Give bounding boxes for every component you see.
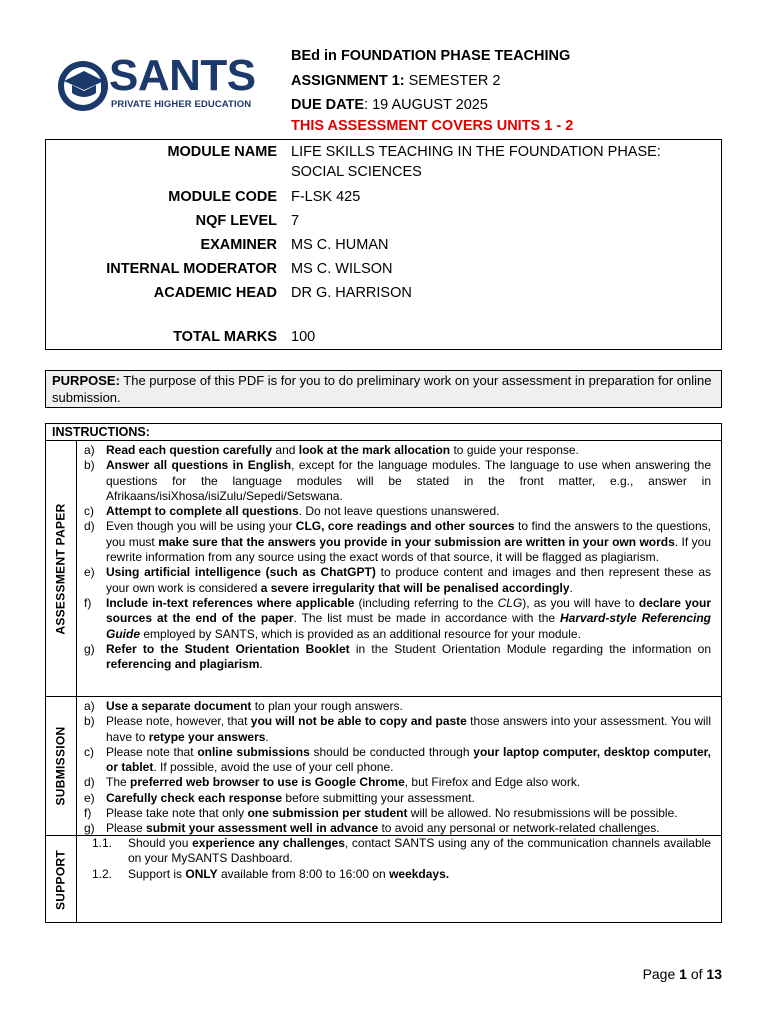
item-text: you will not be able to copy and paste xyxy=(250,714,467,729)
item-text: , contact SANTS using any of the communication channels available on your MySANTS Dashboard. xyxy=(128,836,711,866)
item-text: your laptop computer, desktop computer, or tablet xyxy=(106,744,711,775)
sants-logo xyxy=(56,51,268,115)
instruction-item xyxy=(84,504,711,519)
instruction-item xyxy=(84,699,711,714)
nqf-level-value: 7 xyxy=(291,213,300,229)
academic-head-label: ACADEMIC HEAD xyxy=(153,285,277,301)
section-submission xyxy=(46,697,721,836)
logo-tagline: PRIVATE HIGHER EDUCATION xyxy=(111,99,252,110)
item-text: . If possible, avoid the use of your cell phone. xyxy=(153,760,394,775)
programme-title: BEd in FOUNDATION PHASE TEACHING xyxy=(291,48,571,64)
item-text: . xyxy=(265,729,269,744)
module-code-value: F-LSK 425 xyxy=(291,189,361,205)
item-text: online submissions xyxy=(197,744,310,759)
instructions-heading: INSTRUCTIONS: xyxy=(46,424,721,441)
item-text: Please take note that only xyxy=(106,806,248,821)
due-date-line: DUE DATE: 19 AUGUST 2025 xyxy=(291,97,488,113)
item-text: to guide your response. xyxy=(450,443,579,457)
item-text: . If you rewrite information from any source using the exact words of that source, it will be flagged as plagiarism. xyxy=(106,534,711,565)
instructions-table xyxy=(45,423,722,923)
item-text: CLG, core readings and other sources xyxy=(295,519,515,534)
item-text: (including referring to the xyxy=(354,595,498,610)
section-title: SUBMISSION xyxy=(53,726,68,806)
item-text: to plan your rough answers. xyxy=(251,699,403,713)
item-text: experience any challenges xyxy=(192,836,345,850)
item-marker: b) xyxy=(84,714,95,729)
item-text: , except for the language modules. The language to use when answering the questions for the language modules will be stated in the front matter, e.g., answer in Afrikaans/isiXhosa/isiZulu/Sepedi/Setswana. xyxy=(106,458,711,503)
instruction-item xyxy=(84,642,711,673)
item-text: Please xyxy=(106,821,147,836)
item-text: ), as you will have to xyxy=(522,595,639,610)
instruction-item xyxy=(84,565,711,596)
module-details-table xyxy=(45,139,722,350)
item-text: Use a separate document xyxy=(106,699,252,713)
purpose-text: The purpose of this PDF is for you to do preliminary work on your assessment in preparation for online submission. xyxy=(52,373,712,405)
instruction-item xyxy=(84,745,711,776)
item-text: Read each question carefully xyxy=(106,443,273,457)
item-text: Attempt to complete all questions xyxy=(106,504,299,519)
item-text: Please note that xyxy=(106,744,198,759)
item-text: CLG xyxy=(497,595,523,610)
total-marks-label: TOTAL MARKS xyxy=(173,329,277,345)
purpose-box xyxy=(45,370,722,408)
item-text: The xyxy=(106,775,131,790)
instruction-item xyxy=(84,821,711,836)
item-text: to produce content and images and then represent these as your own work is considered xyxy=(106,565,711,595)
internal-moderator-value: MS C. WILSON xyxy=(291,261,393,277)
module-code-label: MODULE CODE xyxy=(168,189,277,205)
item-text: a severe irregularity that will be penalised accordingly xyxy=(260,580,570,595)
item-text: should be conducted through xyxy=(309,744,474,759)
item-text: referencing and plagiarism xyxy=(106,657,260,672)
item-text: Should you xyxy=(128,836,193,850)
module-name-label: MODULE NAME xyxy=(167,144,277,160)
item-marker: f) xyxy=(84,806,92,821)
item-marker: f) xyxy=(84,595,92,610)
section-title: SUPPORT xyxy=(53,849,68,910)
item-text: Answer all questions in English xyxy=(106,458,292,473)
instruction-item xyxy=(84,791,711,806)
item-marker: 1.2. xyxy=(92,866,113,881)
item-text: . Do not leave questions unanswered. xyxy=(298,504,500,519)
item-text: weekdays. xyxy=(389,866,450,881)
nqf-level-label: NQF LEVEL xyxy=(195,213,277,229)
item-marker: a) xyxy=(84,699,95,713)
item-text: look at the mark allocation xyxy=(298,443,451,457)
logo-brand: SANTS xyxy=(109,51,256,100)
examiner-label: EXAMINER xyxy=(200,237,277,253)
item-marker: a) xyxy=(84,443,95,457)
instruction-item xyxy=(84,775,711,790)
item-text: submit your assessment well in advance xyxy=(146,821,379,836)
item-marker: d) xyxy=(84,775,95,790)
item-text: and xyxy=(272,443,299,457)
total-marks-value: 100 xyxy=(291,329,316,345)
item-marker: c) xyxy=(84,504,94,519)
item-text: Support is xyxy=(128,866,186,881)
section-support xyxy=(46,836,721,923)
item-text: Using artificial intelligence (such as ChatGPT) xyxy=(106,565,376,580)
coverage-notice: THIS ASSESSMENT COVERS UNITS 1 - 2 xyxy=(291,118,574,134)
item-text: declare your sources at the end of the paper xyxy=(106,595,711,626)
instruction-item xyxy=(84,458,711,504)
purpose-label: PURPOSE: xyxy=(52,373,120,388)
instruction-item xyxy=(84,867,711,882)
item-text: preferred web browser to use is Google Chrome xyxy=(130,775,405,790)
item-text: Harvard-style Referencing Guide xyxy=(106,611,711,641)
instruction-item xyxy=(84,519,711,565)
item-text: those answers into your assessment. You will have to xyxy=(106,714,711,744)
item-text: Please note, however, that xyxy=(106,714,251,729)
instruction-item xyxy=(84,714,711,745)
item-marker: 1.1. xyxy=(92,836,113,850)
item-text: make sure that the answers you provide in your submission are written in your own words xyxy=(158,534,675,549)
item-text: Even though you will be using your xyxy=(106,519,296,534)
instruction-item xyxy=(84,443,711,458)
instruction-item xyxy=(84,836,711,867)
item-marker: b) xyxy=(84,458,95,473)
section-title: ASSESSMENT PAPER xyxy=(53,502,68,635)
instruction-item xyxy=(84,596,711,642)
instruction-item xyxy=(84,806,711,821)
item-text: to find the answers to the questions, you must xyxy=(106,519,711,549)
assignment-line: ASSIGNMENT 1: SEMESTER 2 xyxy=(291,73,501,89)
item-marker: e) xyxy=(84,790,95,805)
item-text: before submitting your assessment. xyxy=(282,790,475,805)
item-text: Refer to the Student Orientation Booklet xyxy=(106,641,350,656)
item-text: available from 8:00 to 16:00 on xyxy=(217,866,390,881)
item-marker: c) xyxy=(84,744,94,759)
item-text: ONLY xyxy=(185,866,218,881)
item-text: in the Student Orientation Module regarding the information on xyxy=(349,641,711,656)
item-marker: g) xyxy=(84,821,95,836)
item-text: to avoid any personal or network-related challenges. xyxy=(378,821,660,836)
section-assessment-paper xyxy=(46,441,721,697)
item-marker: g) xyxy=(84,641,95,656)
item-text: one submission per student xyxy=(247,806,408,821)
item-text: . xyxy=(569,580,573,595)
item-text: . The list must be made in accordance with the xyxy=(293,611,561,626)
item-text: . xyxy=(259,657,263,672)
item-text: will be allowed. No resubmissions will be possible. xyxy=(407,806,678,821)
item-text: Carefully check each response xyxy=(106,790,283,805)
page-number: Page 1 of 13 xyxy=(642,966,722,982)
item-text: retype your answers xyxy=(148,729,266,744)
academic-head-value: DR G. HARRISON xyxy=(291,285,412,301)
item-text: employed by SANTS, which is provided as an additional resource for your module. xyxy=(140,626,581,641)
item-marker: e) xyxy=(84,565,95,580)
module-name-value: LIFE SKILLS TEACHING IN THE FOUNDATION PHASE: SOCIAL SCIENCES xyxy=(291,144,661,180)
examiner-value: MS C. HUMAN xyxy=(291,237,389,253)
internal-moderator-label: INTERNAL MODERATOR xyxy=(106,261,277,277)
item-text: , but Firefox and Edge also work. xyxy=(404,775,581,790)
item-text: Include in-text references where applicable xyxy=(106,595,355,610)
item-marker: d) xyxy=(84,519,95,534)
